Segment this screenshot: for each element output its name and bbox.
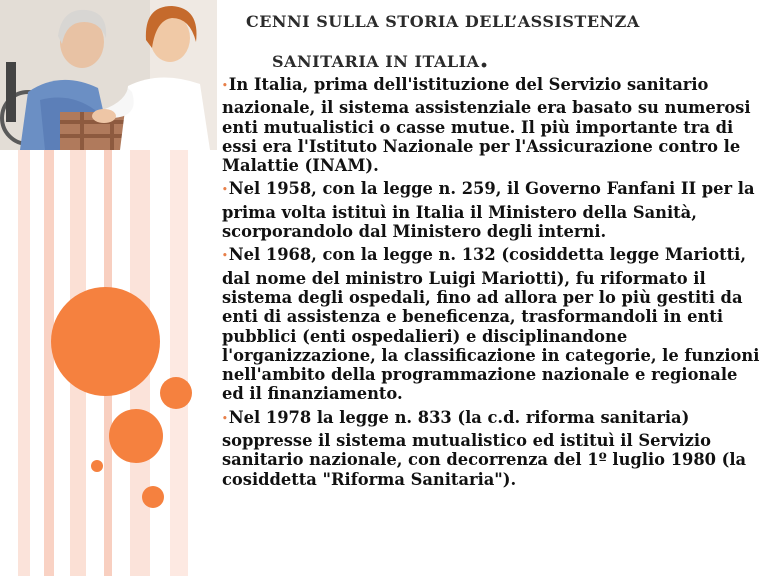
bullet-marker: • — [222, 251, 228, 262]
decor-circle-large — [51, 287, 160, 396]
slide-title-line-1: CENNI SULLA STORIA DELL’ASSISTENZA — [246, 12, 640, 31]
caregiver-photo — [0, 0, 217, 150]
paragraph-1958 — [222, 179, 762, 241]
decor-circle-small — [142, 486, 164, 508]
paragraph-1978 — [222, 408, 762, 489]
bullet-marker: • — [222, 81, 228, 91]
bullet-marker: • — [222, 413, 228, 424]
paragraph-1968 — [222, 245, 762, 403]
slide-title-line-2-text: SANITARIA IN ITALIA — [272, 52, 480, 71]
decor-circle-tiny — [91, 460, 103, 472]
paragraph-inam — [222, 75, 762, 175]
slide-title-line-2 — [272, 44, 490, 74]
paragraph-text: Nel 1968, con la legge n. 132 (cosiddetta legge Mariotti, dal nome del ministro Luigi Mariotti), fu riformato il sistema degli ospedali, fino ad allora per lo più gestiti da enti di assistenza e beneficenza, trasformandoli in enti pubblici (enti ospedalieri) e disciplinandone l'organizzazione, la classificazione in categorie, le funzioni nell'ambito della programmazione nazionale e regionale ed il finanziamento. — [222, 245, 760, 404]
paragraph-text: Nel 1958, con la legge n. 259, il Governo Fanfani II per la prima volta istituì in Italia il Ministero della Sanità, scorporandolo dal Ministero degli interni. — [222, 179, 755, 242]
slide-title-dot: . — [479, 44, 490, 74]
paragraph-text: In Italia, prima dell'istituzione del Servizio sanitario nazionale, il sistema assistenziale era basato su numerosi enti mutualistici o casse mutue. Il più importante tra di essi era l'Istituto Nazionale per l'Assicurazione contro le Malattie (INAM). — [222, 75, 751, 176]
decor-circle-medium — [109, 409, 163, 463]
paragraph-text: Nel 1978 la legge n. 833 (la c.d. riforma sanitaria) soppresse il sistema mutualistico ed istituì il Servizio sanitario nazionale, con decorrenza del 1º luglio 1980 (la cosiddetta "Riforma Sanitaria"). — [222, 407, 747, 489]
slide-body — [222, 75, 762, 493]
decor-circle-medium-right — [160, 377, 192, 409]
bullet-marker: • — [222, 185, 228, 196]
